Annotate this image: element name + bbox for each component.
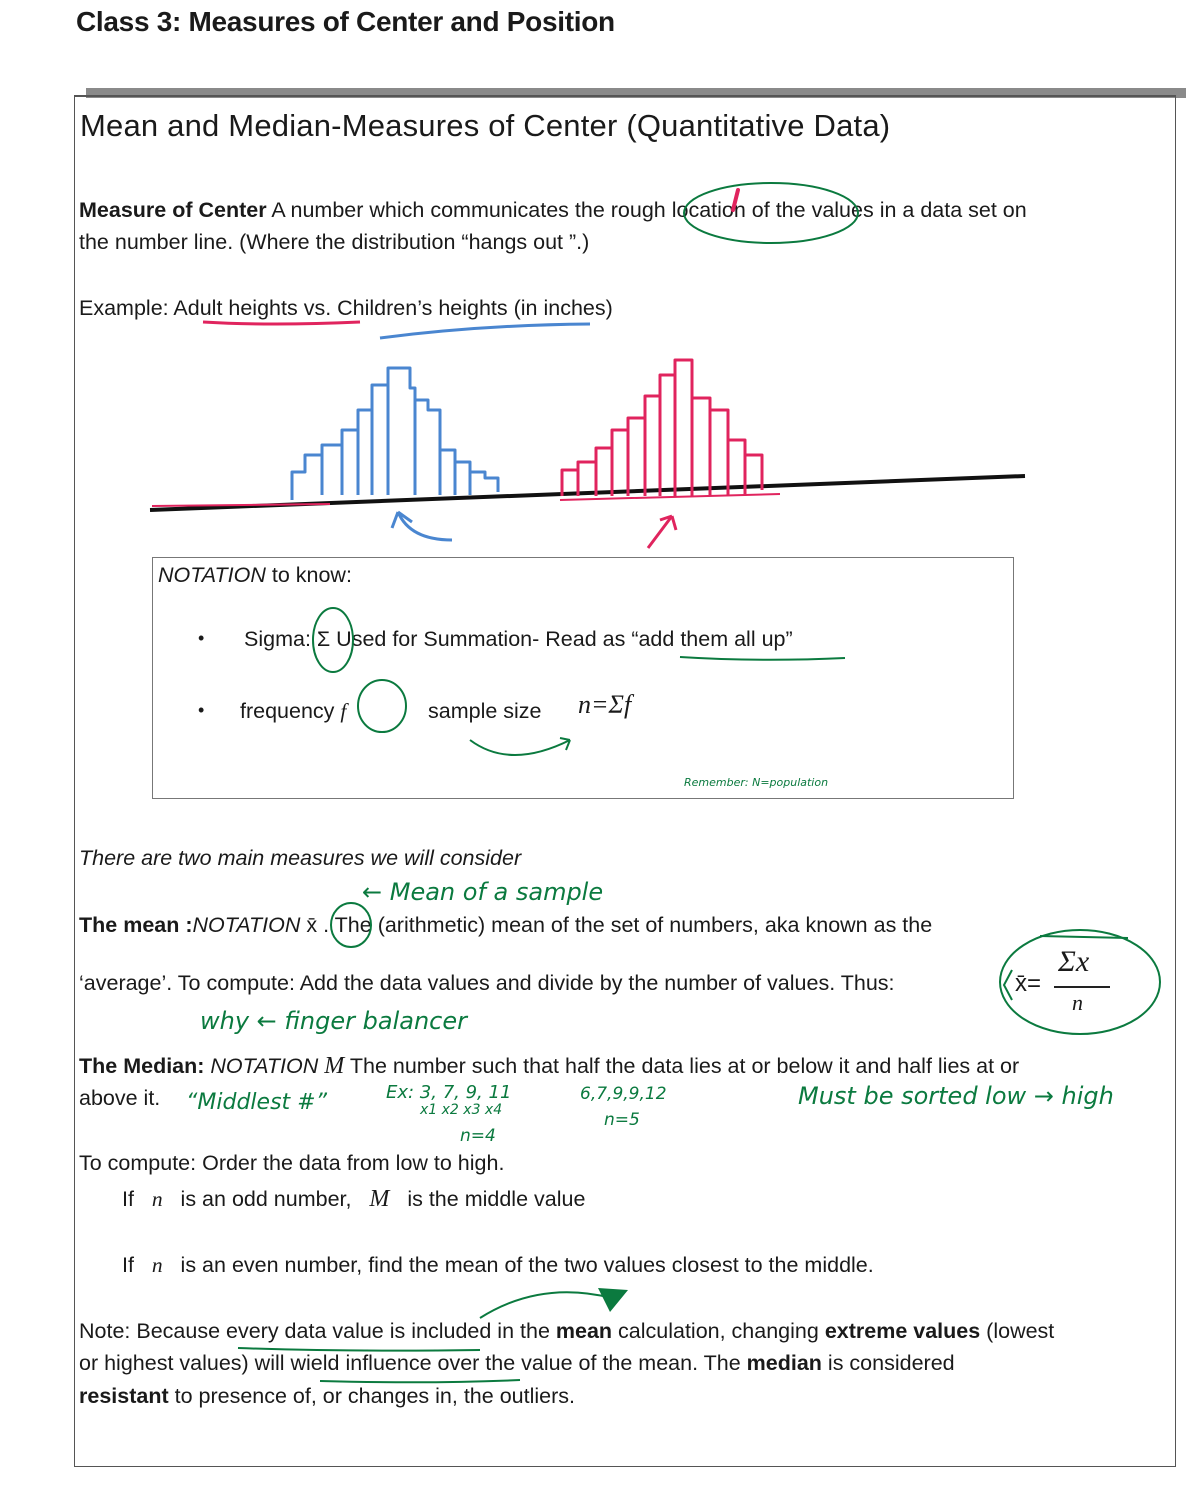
note-text: Note: Because every data value is included in the bbox=[79, 1319, 556, 1343]
median-label: The Median: bbox=[79, 1054, 205, 1078]
note-text: or highest values) will wield influence over the value of the mean. The bbox=[79, 1351, 747, 1375]
notation-header-italic: NOTATION bbox=[158, 563, 266, 587]
median-symbol: M bbox=[324, 1053, 345, 1079]
intro-line: There are two main measures we will consider bbox=[79, 846, 522, 870]
sigma-symbol: Σ bbox=[316, 627, 331, 651]
median-compute-line: To compute: Order the data from low to high. bbox=[79, 1151, 505, 1175]
odd-n: n bbox=[151, 1187, 163, 1211]
bullet-1: • bbox=[198, 628, 205, 648]
handwritten-sorted-note: Must be sorted low → high bbox=[798, 1082, 1114, 1110]
note-text: to presence of, or changes in, the outliers. bbox=[168, 1384, 575, 1408]
note-text: is considered bbox=[821, 1351, 955, 1375]
median-line-2: above it. bbox=[79, 1086, 161, 1110]
sample-size-formula: n=Σf bbox=[578, 690, 632, 719]
sample-size-label: sample size bbox=[428, 699, 542, 723]
odd-if: If bbox=[122, 1187, 134, 1211]
definition-line-1 bbox=[79, 198, 1027, 223]
note-text: calculation, changing bbox=[612, 1319, 825, 1343]
handwritten-example-even: Ex: 3, 7, 9, 11 bbox=[386, 1082, 512, 1103]
handwritten-example-odd-n: n=5 bbox=[604, 1110, 640, 1130]
notation-header-rest: to know: bbox=[265, 563, 352, 587]
note-bold-mean: mean bbox=[555, 1319, 613, 1343]
median-odd-line bbox=[122, 1186, 585, 1213]
mean-line-2: ‘average’. To compute: Add the data values and divide by the number of values. Thus: bbox=[79, 971, 895, 995]
frequency-label: frequency bbox=[240, 699, 341, 723]
sigma-label: Sigma: bbox=[244, 627, 317, 651]
notation-box bbox=[152, 557, 1014, 799]
note-line-3 bbox=[79, 1384, 575, 1409]
note-text: (lowest bbox=[980, 1319, 1055, 1343]
mean-text-1: . The (arithmetic) mean of the set of numbers, aka known as the bbox=[323, 913, 933, 937]
even-text: is an even number, find the mean of the two values closest to the middle. bbox=[174, 1253, 874, 1277]
mean-formula-numerator: Σx bbox=[1058, 945, 1090, 978]
example-line: Example: Adult heights vs. Children’s heights (in inches) bbox=[79, 296, 613, 320]
bullet-2: • bbox=[198, 700, 205, 720]
definition-text-1: A number which communicates the rough location of the values in a data set on bbox=[266, 198, 1027, 222]
page-title: Class 3: Measures of Center and Position bbox=[76, 6, 615, 37]
mean-label: The mean : bbox=[79, 913, 193, 937]
note-bold-extreme: extreme values bbox=[824, 1319, 981, 1343]
mean-line-1 bbox=[79, 913, 932, 938]
mean-formula-denominator: n bbox=[1072, 990, 1083, 1015]
mean-formula-fraction-bar bbox=[1054, 986, 1110, 988]
mean-symbol: x̄ bbox=[306, 913, 318, 937]
even-if: If bbox=[122, 1253, 134, 1277]
handwritten-mean-of-sample: ← Mean of a sample bbox=[362, 878, 604, 906]
sigma-line bbox=[244, 627, 793, 652]
handwritten-finger-balancer: why ← finger balancer bbox=[200, 1007, 467, 1035]
even-n: n bbox=[151, 1253, 163, 1277]
note-bold-resistant: resistant bbox=[79, 1384, 169, 1408]
frequency-line bbox=[240, 699, 346, 724]
note-bold-median: median bbox=[746, 1351, 822, 1375]
definition-term: Measure of Center bbox=[79, 198, 267, 222]
frequency-symbol: f bbox=[340, 699, 347, 723]
definition-line-2: the number line. (Where the distribution “hangs out ”.) bbox=[79, 230, 590, 254]
handwritten-example-even-n: n=4 bbox=[460, 1126, 496, 1146]
notation-header bbox=[158, 563, 352, 588]
mean-notation-word: NOTATION bbox=[192, 913, 301, 937]
median-notation-word: NOTATION bbox=[204, 1054, 319, 1078]
note-line-1 bbox=[79, 1319, 1054, 1344]
odd-text: is an odd number, bbox=[174, 1187, 352, 1211]
odd-text-2: is the middle value bbox=[401, 1187, 586, 1211]
handwritten-example-even-index: x1 x2 x3 x4 bbox=[420, 1102, 503, 1118]
handwritten-example-odd: 6,7,9,9,12 bbox=[580, 1084, 667, 1104]
handwritten-middlest: “Middlest #” bbox=[186, 1090, 327, 1115]
odd-m: M bbox=[369, 1186, 390, 1212]
mean-formula-lhs: x̄= bbox=[1015, 970, 1042, 997]
handwritten-remember-note: Remember: N=population bbox=[684, 776, 829, 789]
median-line-1 bbox=[79, 1053, 1019, 1080]
section-heading: Mean and Median-Measures of Center (Quantitative Data) bbox=[80, 108, 891, 143]
median-text-1: The number such that half the data lies at or below it and half lies at or bbox=[349, 1054, 1020, 1078]
median-even-line bbox=[122, 1253, 874, 1278]
note-line-2 bbox=[79, 1351, 955, 1376]
sigma-desc: Used for Summation- Read as “add them all up” bbox=[330, 627, 793, 651]
